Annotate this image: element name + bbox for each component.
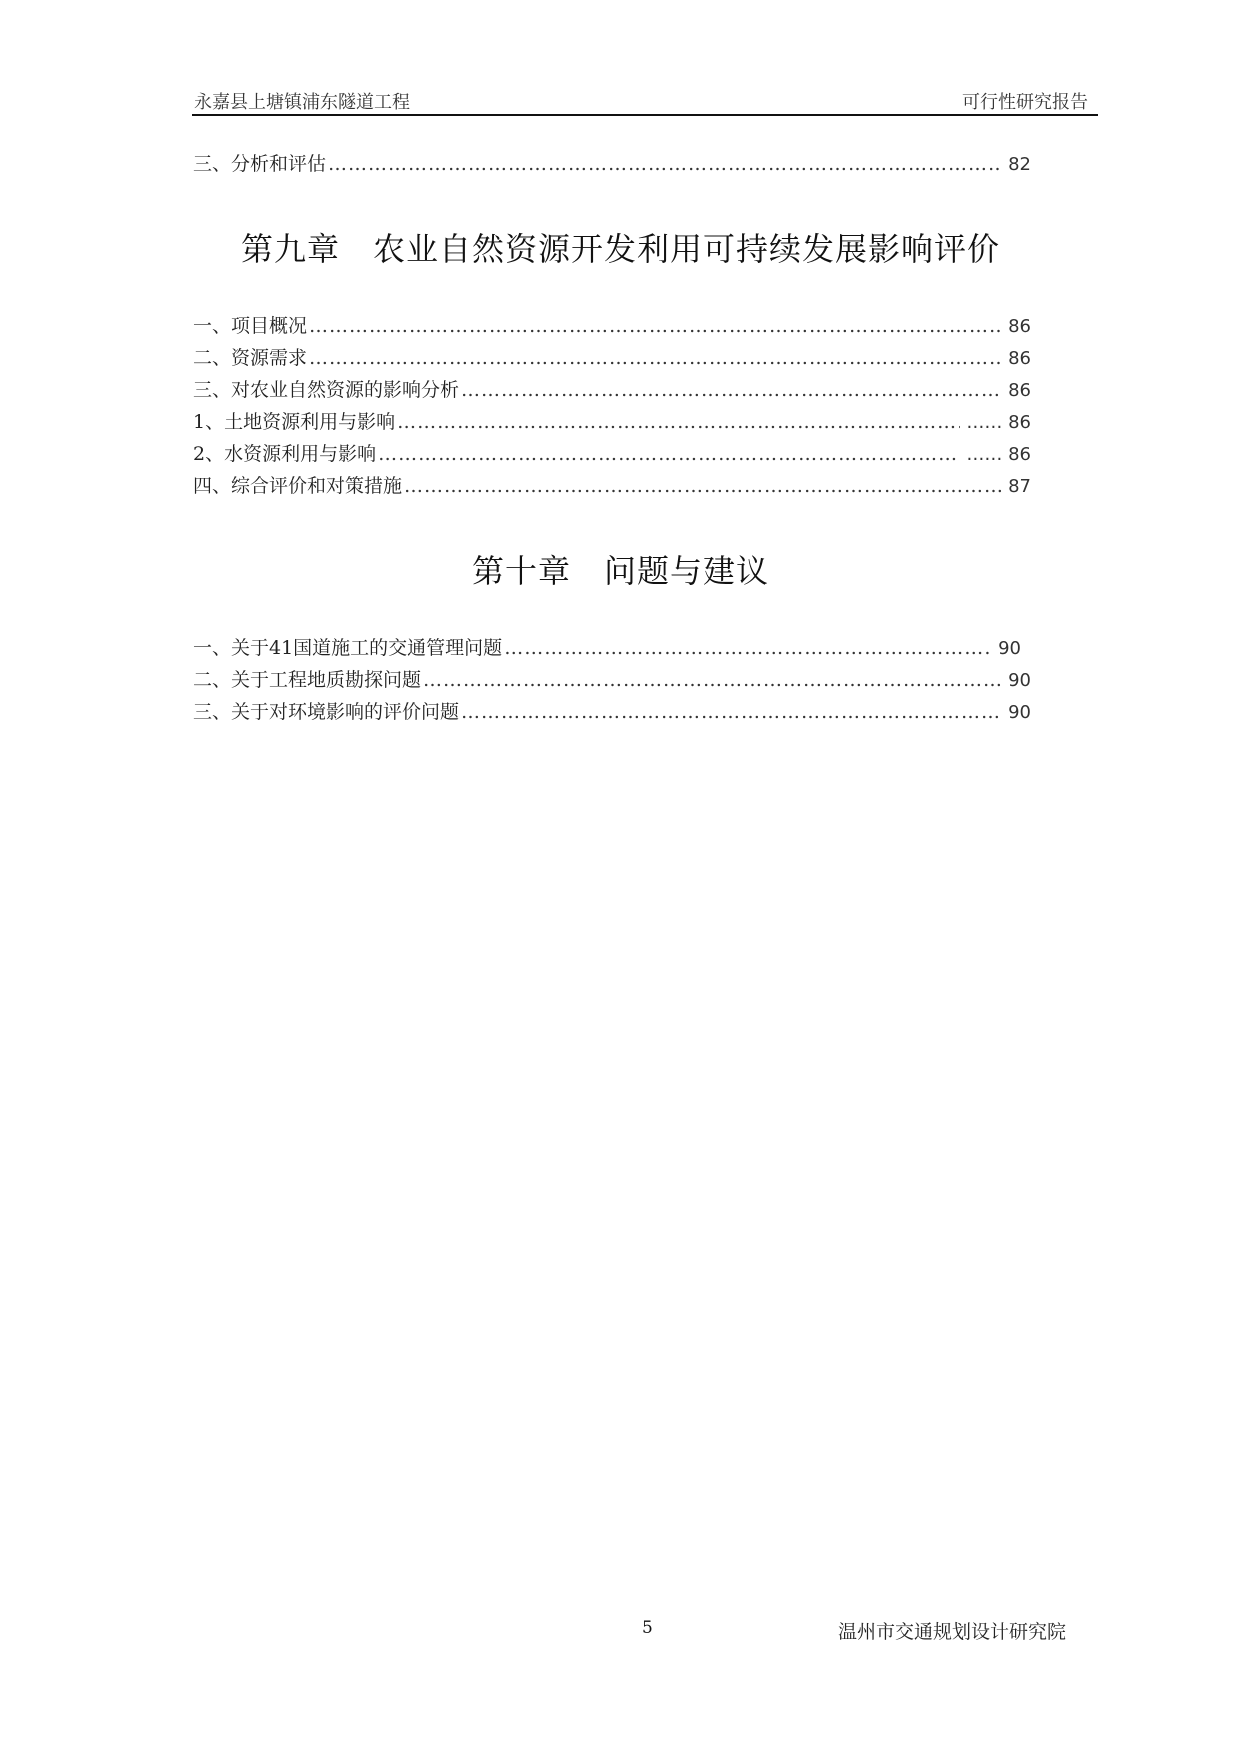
toc-entry-page: 90 xyxy=(1008,670,1031,691)
footer-page-number: 5 xyxy=(642,1618,653,1638)
toc-entry-page: 90 xyxy=(1008,702,1031,723)
toc-entry-page: 86 xyxy=(1008,348,1031,369)
toc-dot-leader xyxy=(404,472,1002,500)
toc-entry-page: 82 xyxy=(1008,154,1031,175)
toc-entry-page: 86 xyxy=(1008,316,1031,337)
toc-entry-label: 一、项目概况 xyxy=(193,315,308,337)
chapter-heading-9: 第九章 农业自然资源开发利用可持续发展影响评价 xyxy=(240,230,1000,268)
toc-entry-label: 一、关于41国道施工的交通管理问题 xyxy=(193,637,503,659)
toc-entry-page: 86 xyxy=(1008,380,1031,401)
header-report-type: 可行性研究报告 xyxy=(962,92,1088,113)
running-header xyxy=(192,86,1098,116)
toc-entry[interactable] xyxy=(193,698,1031,726)
footer-organization: 温州市交通规划设计研究院 xyxy=(838,1621,1067,1643)
toc-entry[interactable] xyxy=(193,634,1021,662)
toc-entry[interactable] xyxy=(193,472,1031,500)
toc-entry-label: 三、关于对环境影响的评价问题 xyxy=(193,701,460,723)
toc-dot-leader xyxy=(309,344,1002,372)
toc-entry-label: 三、分析和评估 xyxy=(193,153,327,175)
toc-entry-label: 二、资源需求 xyxy=(193,347,308,369)
toc-entry[interactable] xyxy=(193,408,1031,436)
toc-entry[interactable] xyxy=(193,344,1031,372)
toc-entry-page: …… 86 xyxy=(966,412,1031,433)
toc-dot-leader xyxy=(309,312,1002,340)
toc-entry-label: 2、水资源利用与影响 xyxy=(193,443,377,465)
header-project-title: 永嘉县上塘镇浦东隧道工程 xyxy=(194,92,410,113)
toc-entry-page: 90 xyxy=(998,638,1021,659)
toc-entry-label: 三、对农业自然资源的影响分析 xyxy=(193,379,460,401)
toc-entry[interactable] xyxy=(193,312,1031,340)
toc-entry-page: 87 xyxy=(1008,476,1031,497)
toc-dot-leader xyxy=(504,634,992,662)
toc-dot-leader xyxy=(423,666,1002,694)
toc-entry[interactable] xyxy=(193,150,1031,178)
toc-entry[interactable] xyxy=(193,376,1031,404)
toc-entry[interactable] xyxy=(193,666,1031,694)
toc-dot-leader xyxy=(378,440,960,468)
toc-entry-label: 二、关于工程地质勘探问题 xyxy=(193,669,422,691)
toc-dot-leader xyxy=(461,376,1002,404)
toc-dot-leader xyxy=(397,408,960,436)
toc-entry-label: 1、土地资源利用与影响 xyxy=(193,411,396,433)
toc-dot-leader xyxy=(461,698,1002,726)
chapter-heading-10: 第十章 问题与建议 xyxy=(471,552,769,590)
toc-entry-page: …… 86 xyxy=(966,444,1031,465)
toc-dot-leader xyxy=(328,150,1002,178)
toc-entry[interactable] xyxy=(193,440,1031,468)
toc-entry-label: 四、综合评价和对策措施 xyxy=(193,475,403,497)
